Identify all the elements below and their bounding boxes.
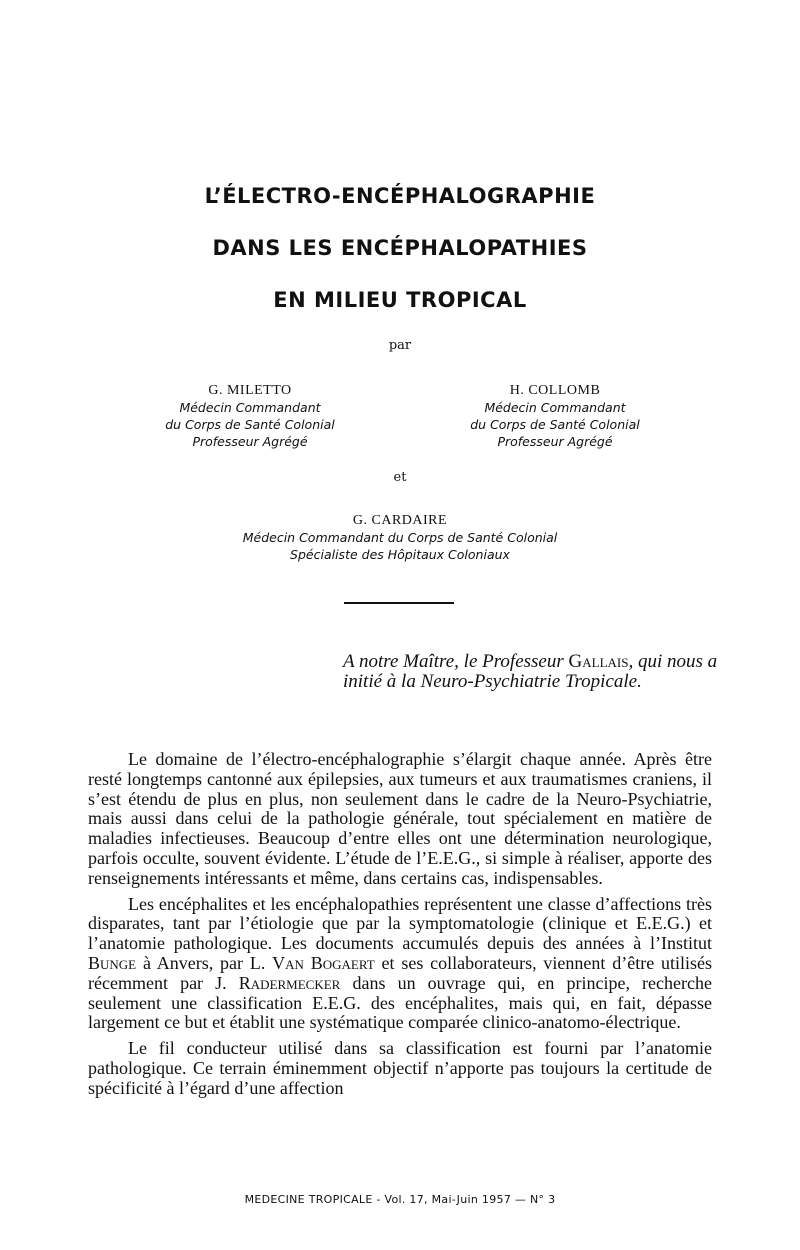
author-affiliation: du Corps de Santé Colonial [470, 417, 640, 432]
paragraph-2 [88, 895, 712, 1034]
paragraph-1: Le domaine de l’électro-encéphalographie s’élargit chaque année. Après être resté longtemps cantonné aux épilepsies, aux tumeurs et aux traumatismes craniens, il s’est étendu de plus en plus, non seulement dans le cadre de la Neuro-Psychiatrie, mais aussi dans celui de la pathologie générale, tout spécialement en matière de maladies infectieuses. Beaucoup d’entre elles ont une détermination neurologique, parfois occulte, souvent évidente. L’étude de l’E.E.G., si simple à réaliser, apporte des renseignements intéressants et même, dans certains cas, indispensables. [88, 749, 712, 888]
paragraph-2-text: Les encéphalites et les encéphalopathies représentent une classe d’affections très disparates, tant par l’étiologie que par la symptomatologie (clinique et E.E.G.) et l’anatomie pathologique. Les documents accumulés depuis des années à l’Institut [88, 893, 712, 954]
author-affiliation: Médecin Commandant [484, 400, 626, 415]
name-radermecker: Radermecker [238, 972, 341, 993]
by-label: par [388, 338, 412, 353]
author-collomb [405, 382, 705, 450]
author-affiliation: Professeur Agrégé [192, 434, 308, 449]
journal-footer: MEDECINE TROPICALE - Vol. 17, Mai-Juin 1957 — N° 3 [244, 1193, 556, 1206]
author-name: G. MILETTO [208, 383, 292, 398]
author-affiliation: Spécialiste des Hôpitaux Coloniaux [290, 547, 510, 562]
title-line-3: EN MILIEU TROPICAL [273, 288, 527, 312]
author-miletto [100, 382, 400, 450]
paragraph-2-text: dans un ouvrage qui, en principe, recherche seulement une classification E.E.G. des encéphalites, mais qui, en fait, dépasse largement ce but et établit une systématique comparée clinico-anatomo-électrique. [88, 972, 712, 1033]
name-van-bogaert: Van Bogaert [272, 952, 375, 973]
dedication-name: Gallais [568, 651, 629, 672]
and-label: et [393, 470, 407, 485]
dedication-suffix: , qui nous a initié à la Neuro-Psychiatrie Tropicale. [343, 651, 718, 692]
author-name: G. CARDAIRE [352, 513, 448, 528]
name-bunge: Bunge [88, 952, 137, 973]
separator-rule [344, 602, 454, 604]
dedication-prefix: A notre Maître, le Professeur [343, 651, 569, 672]
author-cardaire [150, 512, 650, 563]
author-affiliation: Médecin Commandant [179, 400, 321, 415]
title-line-1: L’ÉLECTRO-ENCÉPHALOGRAPHIE [204, 184, 596, 208]
dedication [343, 652, 723, 692]
article-body [88, 750, 712, 1105]
author-affiliation: du Corps de Santé Colonial [165, 417, 335, 432]
paragraph-3: Le fil conducteur utilisé dans sa classification est fourni par l’anatomie pathologique. Ce terrain éminemment objectif n’apporte pas toujours la certitude de spécificité à l’égard d’une affection [88, 1038, 712, 1098]
title-line-2: DANS LES ENCÉPHALOPATHIES [212, 236, 588, 260]
paragraph-2-text: à Anvers, par L. [136, 952, 273, 973]
author-name: H. COLLOMB [509, 383, 601, 398]
paragraph-2-text: et ses collaborateurs, viennent d’être utilisés récemment par J. [88, 952, 713, 993]
author-affiliation: Professeur Agrégé [497, 434, 613, 449]
author-affiliation: Médecin Commandant du Corps de Santé Colonial [242, 530, 558, 545]
